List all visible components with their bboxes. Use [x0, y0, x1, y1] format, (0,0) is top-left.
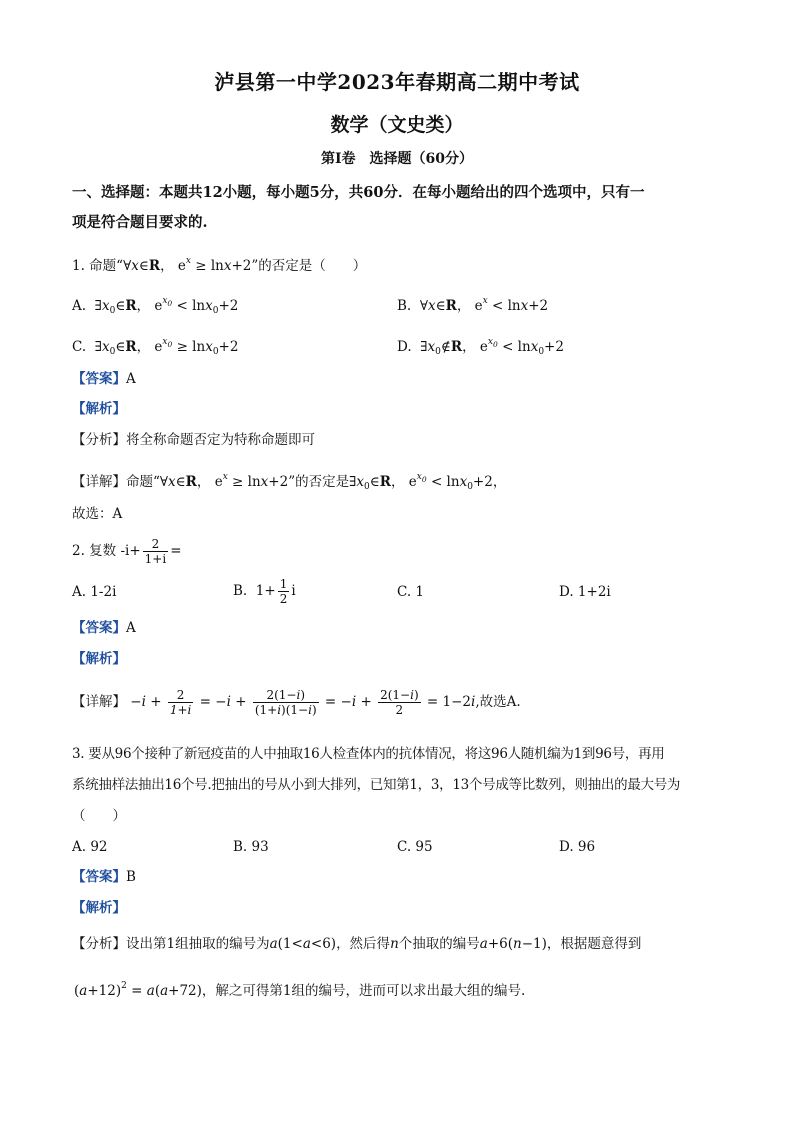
q1-detail: 【详解】命题“∀x∈R， $e^x \ge \ln x+2$”的否定是$\exists x_0\in R$， $e^{x_0} < \ln x_0+2$，: [72, 472, 507, 492]
q2-option-d: D. 1+2i: [559, 584, 611, 600]
q3-line3: （ ）: [72, 808, 126, 824]
q2-analysis-label: 【解析】: [72, 651, 126, 667]
exam-subject: 数学（文史类）: [330, 114, 464, 136]
q3-fenxi-line2: $(a+12)^2 = a(a+72)$，解之可得第1组的编号，进而可以求出最大组的编号.: [74, 981, 526, 999]
q3-line2: 系统抽样法抽出16个号.把抽出的号从小到大排列，已知第1，3，13个号成等比数列，则抽出的最大号为: [72, 777, 681, 793]
q1-stem: 1. 命题“∀x∈R， $e^x \ge \ln x+2$”的否定是（ ）: [72, 256, 367, 274]
q2-option-a: A. 1-2i: [72, 584, 117, 600]
section-instruction-line2: 项是符合题目要求的.: [72, 214, 208, 231]
q3-line1: 3. 要从96个接种了新冠疫苗的人中抽取16人检查体内的抗体情况，将这96人随机编为1到96号，再用: [72, 746, 665, 762]
q2-answer: 【答案】A: [72, 620, 136, 636]
q1-option-c: C. $\exists x_0\in R$， $e^{x_0} \ge \ln x_0+2$: [72, 337, 239, 357]
q1-option-d: D. $\exists x_0\notin R$， $e^{x_0} < \ln x_0+2$: [397, 337, 564, 357]
q1-fenxi: 【分析】将全称命题否定为特称命题即可: [72, 432, 315, 448]
q2-fraction: $\frac{2}{1+i}$: [144, 537, 167, 566]
q2-option-c: C. 1: [397, 584, 425, 600]
q3-option-c: C. 95: [397, 839, 433, 855]
q3-option-d: D. 96: [559, 839, 596, 855]
q3-option-a: A. 92: [72, 839, 108, 855]
q1-answer: 【答案】A: [72, 371, 136, 387]
q3-analysis-label: 【解析】: [72, 900, 126, 916]
q1-conclusion: 故选：A: [72, 506, 123, 522]
q2-option-b: B. 1+ $\frac{1}{2}$ i: [233, 577, 296, 606]
q2-detail: 【详解】 −i + $\frac{2}{1+i}$ = −i + $\frac{2(1-i)}{(1+i)(1-i)}$ = −i + $\frac{2(1-i)}{2}$ = 1−2i,故选A.: [72, 688, 521, 717]
q1-option-a: A. $\exists x_0\in R$， $e^{x_0} < \ln x_0+2$: [72, 296, 239, 316]
q1-analysis-label: 【解析】: [72, 401, 126, 417]
q2-stem: 2. 复数 -i+ $\frac{2}{1+i}$ =: [72, 537, 182, 566]
q3-option-b: B. 93: [233, 839, 269, 855]
q1-option-b: B. ∀x∈R， $e^x < \ln x+2$: [397, 296, 549, 314]
exam-title: 泸县第一中学2023年春期高二期中考试: [214, 70, 580, 94]
part-heading: 第I卷 选择题（60分）: [320, 151, 474, 167]
q3-fenxi-line1: 【分析】设出第1组抽取的编号为a(1<a<6)，然后得n个抽取的编号a+6(n−1)，根据题意得到: [72, 936, 642, 952]
section-instruction-line1: 一、选择题：本题共12小题，每小题5分，共60分．在每小题给出的四个选项中，只有一: [72, 184, 645, 201]
q3-answer: 【答案】B: [72, 869, 136, 885]
